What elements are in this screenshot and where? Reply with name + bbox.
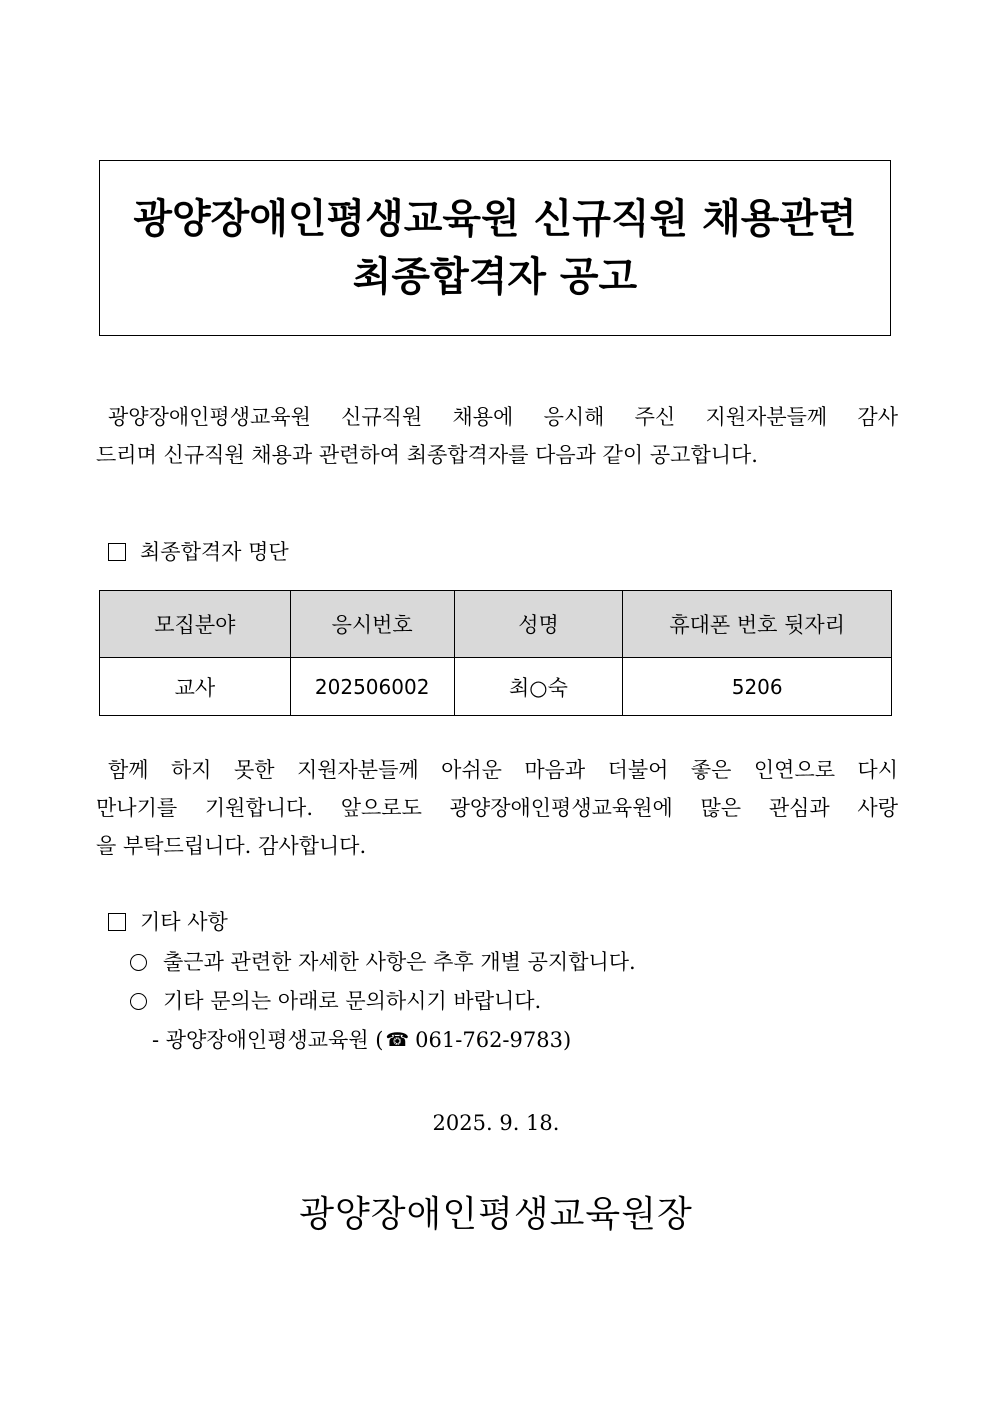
table-header-row xyxy=(100,591,892,658)
header-field: 모집분야 xyxy=(100,591,291,658)
contact-phone: 061-762-9783) xyxy=(415,1028,572,1052)
title-box xyxy=(99,160,891,336)
title-line-1: 광양장애인평생교육원 신규직원 채용관련 xyxy=(133,196,857,242)
other-item-1 xyxy=(130,947,636,977)
header-exam-number: 응시번호 xyxy=(290,591,454,658)
notice-date: 2025. 9. 18. xyxy=(432,1111,560,1135)
closing-paragraph xyxy=(96,751,898,865)
signature: 광양장애인평생교육원장 xyxy=(299,1194,693,1235)
circle-bullet-icon xyxy=(130,954,147,971)
cell-name: 최○숙 xyxy=(454,658,623,716)
cell-exam-number: 202506002 xyxy=(290,658,454,716)
contact-prefix: - 광양장애인평생교육원 ( xyxy=(152,1028,384,1052)
closing-line-1: 함께 하지 못한 지원자분들께 아쉬운 마음과 더불어 좋은 인연으로 다시 xyxy=(108,758,898,782)
other-section-heading xyxy=(108,907,228,937)
intro-line-1: 광양장애인평생교육원 신규직원 채용에 응시해 주신 지원자분들께 감사 xyxy=(108,405,898,429)
table-row xyxy=(100,658,892,716)
header-phone-suffix: 휴대폰 번호 뒷자리 xyxy=(623,591,892,658)
checkbox-square-icon xyxy=(108,543,126,561)
intro-line-2: 드리며 신규직원 채용과 관련하여 최종합격자를 다음과 같이 공고합니다. xyxy=(96,443,758,467)
other-heading-text: 기타 사항 xyxy=(140,910,228,934)
title-line-2: 최종합격자 공고 xyxy=(352,254,638,300)
header-name: 성명 xyxy=(454,591,623,658)
contact-line xyxy=(152,1025,571,1055)
closing-line-3: 을 부탁드립니다. 감사합니다. xyxy=(96,834,367,858)
closing-line-2: 만나기를 기원합니다. 앞으로도 광양장애인평생교육원에 많은 관심과 사랑 xyxy=(96,796,898,820)
other-item-2 xyxy=(130,986,541,1016)
roster-table xyxy=(99,590,892,716)
other-item-2-text: 기타 문의는 아래로 문의하시기 바랍니다. xyxy=(163,989,542,1013)
circle-bullet-icon xyxy=(130,993,147,1010)
intro-paragraph xyxy=(96,398,898,474)
cell-field: 교사 xyxy=(100,658,291,716)
other-item-1-text: 출근과 관련한 자세한 사항은 추후 개별 공지합니다. xyxy=(163,950,636,974)
telephone-icon: ☎ xyxy=(385,1029,410,1051)
roster-section-heading xyxy=(108,537,289,567)
checkbox-square-icon xyxy=(108,913,126,931)
cell-phone-suffix: 5206 xyxy=(623,658,892,716)
roster-heading-text: 최종합격자 명단 xyxy=(140,540,289,564)
